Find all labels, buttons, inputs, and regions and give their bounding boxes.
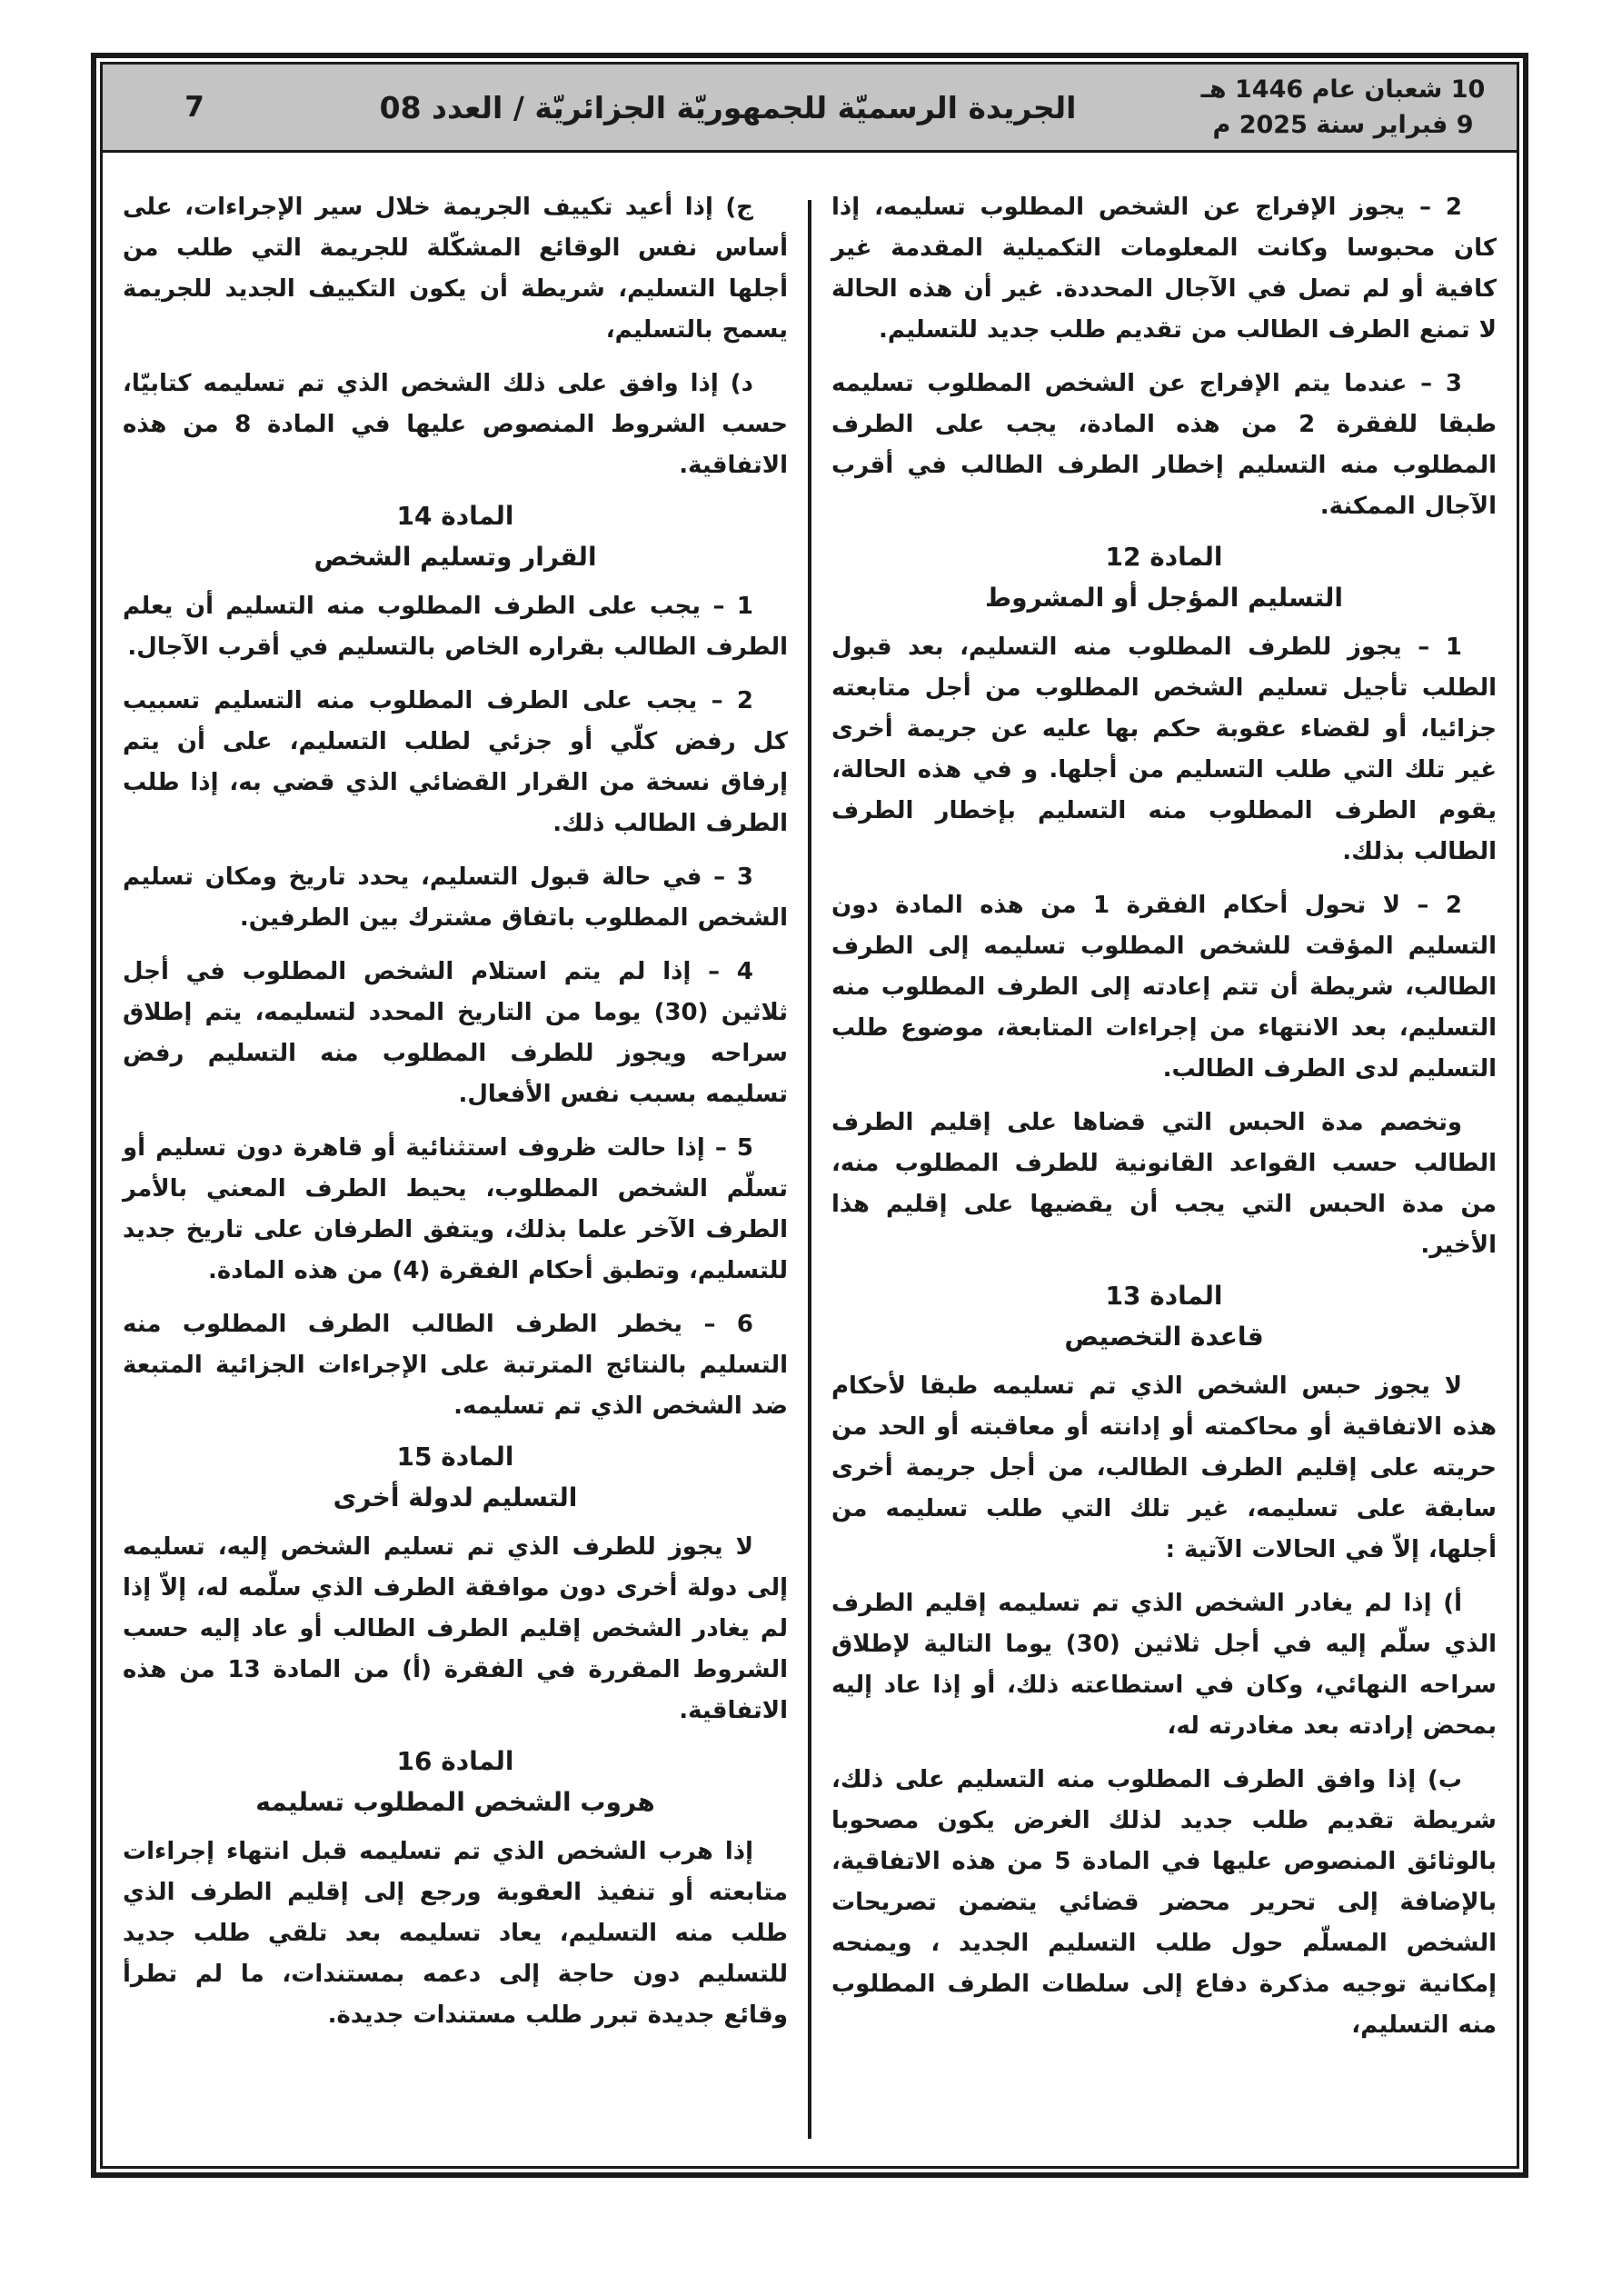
article-paragraph: د) إذا وافق على ذلك الشخص الذي تم تسليمه كتابيّا، حسب الشروط المنصوص عليها في المادة 8 من هذه الاتفاقية. xyxy=(123,370,788,479)
article-paragraph: ب) إذا وافق الطرف المطلوب منه التسليم على ذلك، شريطة تقديم طلب جديد لذلك الغرض يكون مصحوبا بالوثائق المنصوص عليها في المادة 5 من هذه الاتفاقية، بالإضافة إلى تحرير محضر قضائي يتضمن تصريحات الشخص المسلّم حول طلب التسليم الجديد ، ويمنحه إمكانية توجيه مذكرة دفاع إلى سلطات الطرف المطلوب منه التسليم، xyxy=(831,1766,1497,2039)
article-paragraph: ج) إذا أعيد تكييف الجريمة خلال سير الإجراءات، على أساس نفس الوقائع المشكّلة للجريمة التي طلب من أجلها التسليم، شريطة أن يكون التكييف الجديد للجريمة يسمح بالتسليم، xyxy=(123,194,788,344)
article-paragraph: وتخصم مدة الحبس التي قضاها على إقليم الطرف الطالب حسب القواعد القانونية للطرف المطلوب منه، من مدة الحبس التي يجب أن يقضيها على إقليم هذا الأخير. xyxy=(831,1109,1497,1259)
page-frame xyxy=(91,53,1528,2178)
article-number-heading: المادة 16 xyxy=(396,1746,514,1776)
article-number-heading: المادة 14 xyxy=(396,501,514,531)
article-title-heading: التسليم لدولة أخرى xyxy=(333,1482,578,1512)
column-left xyxy=(103,187,808,2166)
article-title-heading: القرار وتسليم الشخص xyxy=(313,542,597,572)
article-paragraph: 6 – يخطر الطرف الطالب الطرف المطلوب منه التسليم بالنتائج المترتبة على الإجراءات الجزائية المتبعة ضد الشخص الذي تم تسليمه. xyxy=(123,1311,788,1420)
article-paragraph: أ) إذا لم يغادر الشخص الذي تم تسليمه إقليم الطرف الذي سلّم إليه في أجل ثلاثين (30) يوما التالية لإطلاق سراحه النهائي، وكان في استطاعته ذلك، أو إذا عاد إليه بمحض إرادته بعد مغادرته له، xyxy=(831,1590,1497,1740)
page-inner-frame xyxy=(100,62,1519,2169)
article-paragraph: إذا هرب الشخص الذي تم تسليمه قبل انتهاء إجراءات متابعته أو تنفيذ العقوبة ورجع إلى إقليم الطرف الذي طلب منه التسليم، يعاد تسليمه بعد تلقي طلب جديد للتسليم دون حاجة إلى دعمه بمستندات، ما لم تطرأ وقائع جديدة تبرر طلب مستندات جديدة. xyxy=(123,1838,788,2029)
article-paragraph: 2 – يجوز الإفراج عن الشخص المطلوب تسليمه، إذا كان محبوسا وكانت المعلومات التكميلية المقدمة غير كافية أو لم تصل في الآجال المحددة. غير أن هذه الحالة لا تمنع الطرف الطالب من تقديم طلب جديد للتسليم. xyxy=(831,194,1497,344)
column-right xyxy=(811,187,1517,2166)
article-paragraph: 1 – يجب على الطرف المطلوب منه التسليم أن يعلم الطرف الطالب بقراره الخاص بالتسليم في أقرب الآجال. xyxy=(123,593,788,661)
gazette-title: الجريدة الرسميّة للجمهوريّة الجزائريّة / العدد 08 xyxy=(379,89,1077,125)
article-paragraph: 4 – إذا لم يتم استلام الشخص المطلوب في أجل ثلاثين (30) يوما من التاريخ المحدد لتسليمه، يتم إطلاق سراحه ويجوز للطرف المطلوب منه التسليم رفض تسليمه بسبب نفس الأفعال. xyxy=(123,958,788,1108)
article-title-heading: قاعدة التخصيص xyxy=(1064,1322,1264,1352)
article-paragraph: لا يجوز حبس الشخص الذي تم تسليمه طبقا لأحكام هذه الاتفاقية أو محاكمته أو إدانته أو معاقبته أو الحد من حريته على إقليم الطرف الطالب، من أجل جريمة أخرى سابقة على تسليمه، غير تلك التي طلب تسليمه من أجلها، إلاّ في الحالات الآتية : xyxy=(831,1373,1497,1563)
content-area xyxy=(103,153,1517,2166)
header-dates xyxy=(1193,72,1493,143)
article-number-heading: المادة 15 xyxy=(396,1442,514,1472)
article-paragraph: 2 – يجب على الطرف المطلوب منه التسليم تسبيب كل رفض كلّي أو جزئي لطلب التسليم، على أن يتم إرفاق نسخة من القرار القضائي الذي قضي به، إذا طلب الطرف الطالب ذلك. xyxy=(123,687,788,837)
header-bar xyxy=(103,65,1517,153)
article-paragraph: 3 – في حالة قبول التسليم، يحدد تاريخ ومكان تسليم الشخص المطلوب باتفاق مشترك بين الطرفين. xyxy=(123,863,788,932)
date-hijri: 10 شعبان عام 1446 هـ xyxy=(1200,75,1486,104)
article-paragraph: 2 – لا تحول أحكام الفقرة 1 من هذه المادة دون التسليم المؤقت للشخص المطلوب تسليمه إلى الطرف الطالب، شريطة أن تتم إعادته إلى الطرف المطلوب منه التسليم، بعد الانتهاء من إجراءات المتابعة، موضوع طلب التسليم لدى الطرف الطالب. xyxy=(831,892,1497,1083)
page-number: 7 xyxy=(184,91,204,124)
article-paragraph: لا يجوز للطرف الذي تم تسليم الشخص إليه، تسليمه إلى دولة أخرى دون موافقة الطرف الذي سلّمه له، إلاّ إذا لم يغادر الشخص إقليم الطرف الطالب أو عاد إليه حسب الشروط المقررة في الفقرة (أ) من المادة 13 من هذه الاتفاقية. xyxy=(123,1533,788,1724)
article-number-heading: المادة 12 xyxy=(1105,542,1223,572)
column-divider xyxy=(808,200,811,2139)
article-paragraph: 3 – عندما يتم الإفراج عن الشخص المطلوب تسليمه طبقا للفقرة 2 من هذه المادة، يجب على الطرف المطلوب منه التسليم إخطار الطرف الطالب في أقرب الآجال الممكنة. xyxy=(831,370,1498,520)
article-title-heading: هروب الشخص المطلوب تسليمه xyxy=(255,1787,655,1817)
article-title-heading: التسليم المؤجل أو المشروط xyxy=(985,583,1343,613)
article-paragraph: 1 – يجوز للطرف المطلوب منه التسليم، بعد قبول الطلب تأجيل تسليم الشخص المطلوب من أجل متابعته جزائيا، أو لقضاء عقوبة حكم بها عليه عن جريمة أخرى غير تلك التي طلب التسليم من أجلها. و في هذه الحالة، يقوم الطرف المطلوب منه التسليم بإخطار الطرف الطالب بذلك. xyxy=(831,634,1497,865)
article-paragraph: 5 – إذا حالت ظروف استثنائية أو قاهرة دون تسليم أو تسلّم الشخص المطلوب، يحيط الطرف المعني بالأمر الطرف الآخر علما بذلك، ويتفق الطرفان على تاريخ جديد للتسليم، وتطبق أحكام الفقرة (4) من هذه المادة. xyxy=(123,1134,788,1284)
article-number-heading: المادة 13 xyxy=(1105,1281,1223,1311)
date-gregorian: 9 فبراير سنة 2025 م xyxy=(1212,111,1474,139)
